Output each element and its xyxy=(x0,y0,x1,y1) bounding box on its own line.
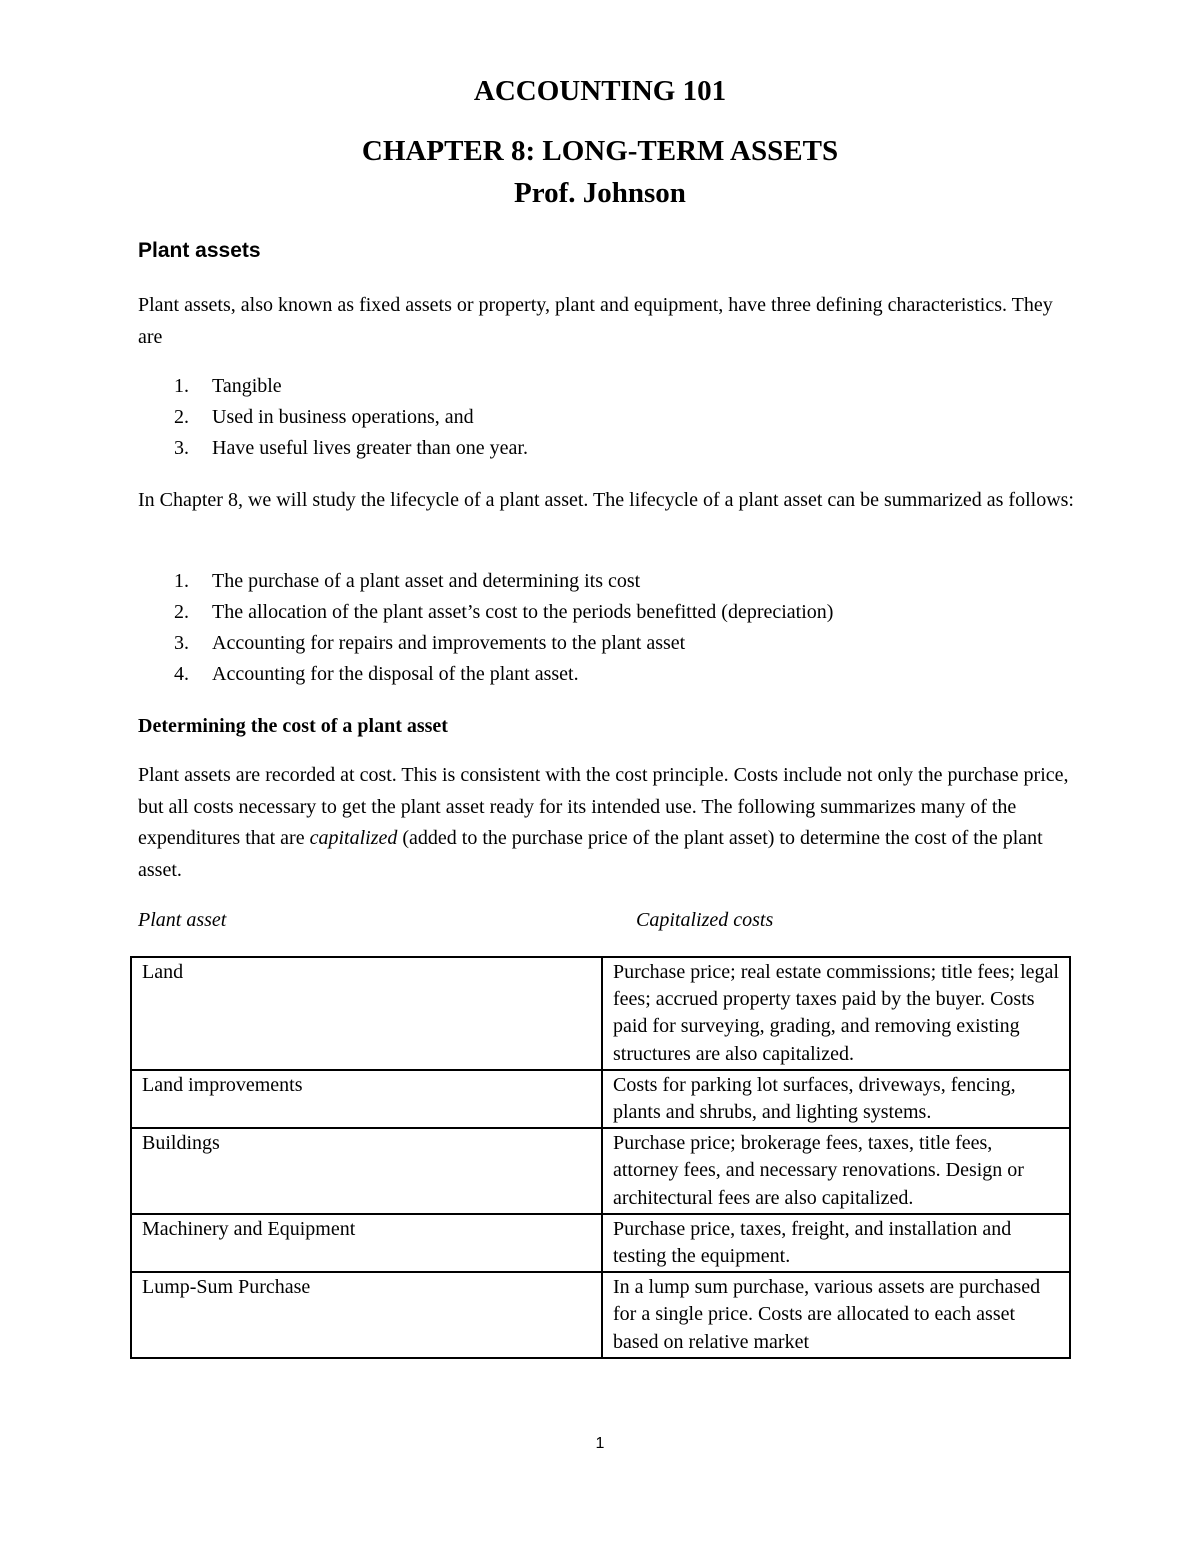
cost-paragraph-start: Plant assets are recorded at cost. This is consistent with the cost principle. Costs include not only the purchase price, but all costs necessary to get the plant asset ready for its intended use. The following summarizes many of the expenditures that are xyxy=(138,764,1069,849)
list-text: Accounting for the disposal of the plant asset. xyxy=(212,663,579,685)
characteristics-list xyxy=(138,371,1068,464)
list-item xyxy=(138,371,1068,402)
list-text: Tangible xyxy=(212,375,282,397)
list-number: 2. xyxy=(174,601,189,623)
table-row xyxy=(131,1128,1070,1214)
list-item xyxy=(138,659,1068,690)
capitalized-emphasis: capitalized xyxy=(309,827,398,849)
asset-cell: Machinery and Equipment xyxy=(131,1214,602,1272)
lifecycle-list xyxy=(138,566,1068,690)
list-item xyxy=(138,402,1068,433)
list-number: 3. xyxy=(174,437,189,459)
list-number: 1. xyxy=(174,570,189,592)
column-header-capitalized-costs: Capitalized costs xyxy=(636,909,774,931)
table-row xyxy=(131,1214,1070,1272)
list-number: 1. xyxy=(174,375,189,397)
plant-assets-heading: Plant assets xyxy=(138,239,261,262)
course-title: ACCOUNTING 101 xyxy=(473,75,727,107)
list-item xyxy=(138,433,1068,464)
costs-cell: In a lump sum purchase, various assets are purchased for a single price. Costs are allocated to each asset based on relative market xyxy=(602,1272,1070,1358)
capitalized-costs-table xyxy=(130,956,1071,1359)
lifecycle-intro: In Chapter 8, we will study the lifecycle of a plant asset. The lifecycle of a plant asset can be summarized as follows: xyxy=(138,489,1074,511)
asset-cell: Lump-Sum Purchase xyxy=(131,1272,602,1358)
cost-paragraph-end: (added to the purchase price of the plant asset) to determine the cost of the plant asset. xyxy=(138,827,1043,881)
column-header-plant-asset: Plant asset xyxy=(138,909,227,931)
list-item xyxy=(138,566,1068,597)
table-row xyxy=(131,1070,1070,1128)
list-text: The purchase of a plant asset and determining its cost xyxy=(212,570,641,592)
list-item xyxy=(138,628,1068,659)
costs-cell: Purchase price; brokerage fees, taxes, title fees, attorney fees, and necessary renovations. Design or architectural fees are also capitalized. xyxy=(602,1128,1070,1214)
list-item xyxy=(138,597,1068,628)
table-row xyxy=(131,957,1070,1070)
list-text: Have useful lives greater than one year. xyxy=(212,437,528,459)
costs-cell: Purchase price; real estate commissions; title fees; legal fees; accrued property taxes paid by the buyer. Costs paid for surveying, grading, and removing existing structures are also capitalized. xyxy=(602,957,1070,1070)
list-text: The allocation of the plant asset’s cost to the periods benefitted (depreciation) xyxy=(212,601,834,623)
list-text: Accounting for repairs and improvements to the plant asset xyxy=(212,632,686,654)
list-number: 3. xyxy=(174,632,189,654)
chapter-title: CHAPTER 8: LONG-TERM ASSETS xyxy=(361,135,839,167)
plant-assets-intro: Plant assets, also known as fixed assets or property, plant and equipment, have three defining characteristics. They are xyxy=(138,294,1053,348)
list-number: 4. xyxy=(174,663,189,685)
costs-cell: Purchase price, taxes, freight, and installation and testing the equipment. xyxy=(602,1214,1070,1272)
asset-cell: Land xyxy=(131,957,602,1070)
page-number: 1 xyxy=(595,1435,605,1452)
list-number: 2. xyxy=(174,406,189,428)
cost-paragraph xyxy=(138,760,1078,886)
list-text: Used in business operations, and xyxy=(212,406,474,428)
costs-cell: Costs for parking lot surfaces, driveways, fencing, plants and shrubs, and lighting systems. xyxy=(602,1070,1070,1128)
table-row xyxy=(131,1272,1070,1358)
asset-cell: Buildings xyxy=(131,1128,602,1214)
professor-name: Prof. Johnson xyxy=(514,177,686,209)
asset-cell: Land improvements xyxy=(131,1070,602,1128)
cost-section-heading: Determining the cost of a plant asset xyxy=(138,715,448,737)
